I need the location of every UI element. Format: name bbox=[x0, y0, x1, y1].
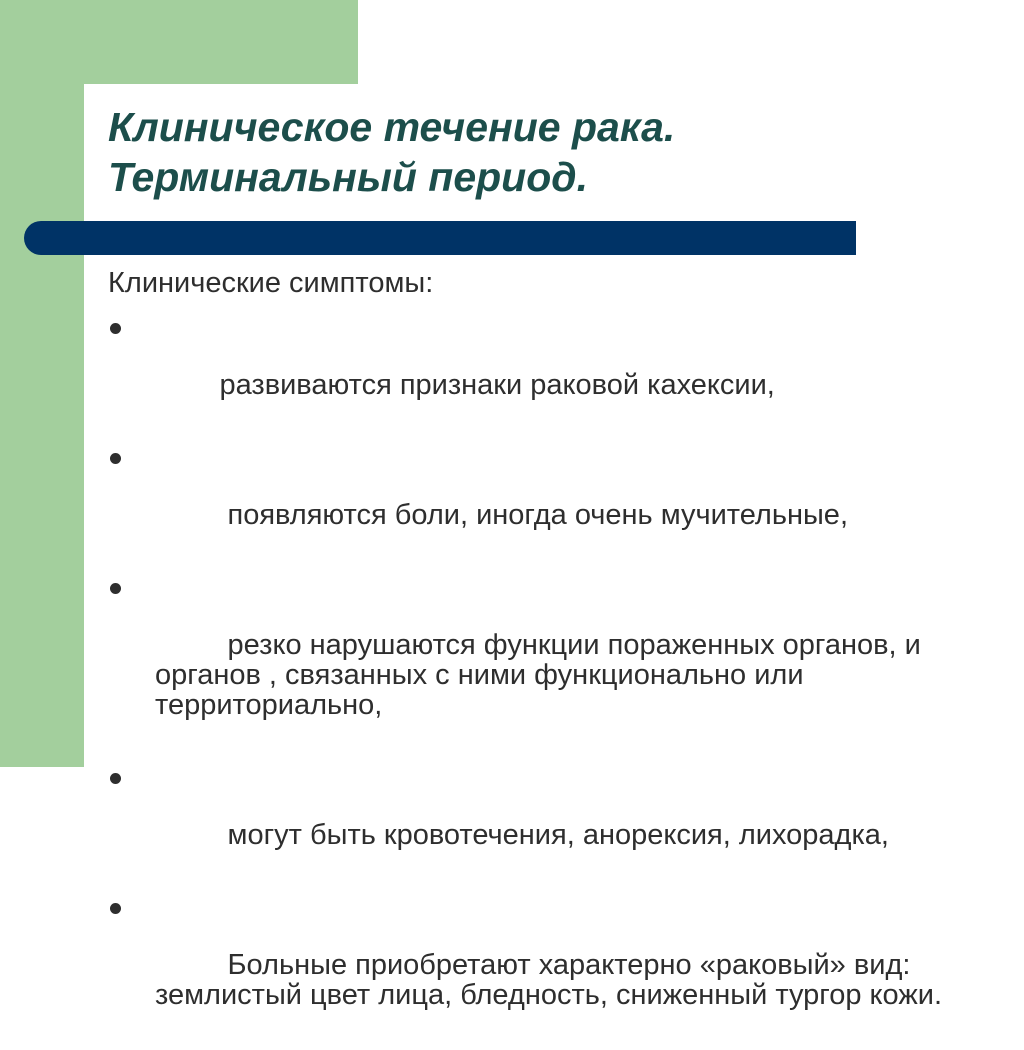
slide-title bbox=[108, 102, 968, 202]
title-line-2: Терминальный период. bbox=[108, 154, 589, 200]
list-item bbox=[108, 440, 988, 560]
list-item-text: резко нарушаются функции пораженных органов, и органов , связанных с ними функционально или территориально, bbox=[155, 629, 929, 721]
bullet-dot-icon bbox=[110, 773, 121, 784]
symptom-list bbox=[108, 310, 988, 1040]
bullet-dot-icon bbox=[110, 583, 121, 594]
title-divider-bar bbox=[24, 221, 856, 255]
bullet-dot-icon bbox=[110, 903, 121, 914]
intro-text: Клинические симптомы: bbox=[108, 267, 434, 299]
list-item-text: Больные приобретают характерно «раковый» вид: землистый цвет лица, бледность, сниженный тургор кожи. bbox=[155, 949, 943, 1011]
bullet-dot-icon bbox=[110, 453, 121, 464]
list-item-text: могут быть кровотечения, анорексия, лихорадка, bbox=[219, 819, 889, 851]
title-line-1: Клиническое течение рака. bbox=[108, 104, 676, 150]
list-item-text: развиваются признаки раковой кахексии, bbox=[219, 369, 775, 401]
list-item bbox=[108, 760, 988, 880]
list-item bbox=[108, 310, 988, 430]
green-side-band bbox=[0, 0, 84, 767]
bullet-dot-icon bbox=[110, 323, 121, 334]
list-item bbox=[108, 570, 988, 750]
green-top-band bbox=[84, 0, 358, 84]
list-item bbox=[108, 890, 988, 1040]
slide-content bbox=[108, 266, 988, 1050]
list-item-text: появляются боли, иногда очень мучительные, bbox=[219, 499, 848, 531]
